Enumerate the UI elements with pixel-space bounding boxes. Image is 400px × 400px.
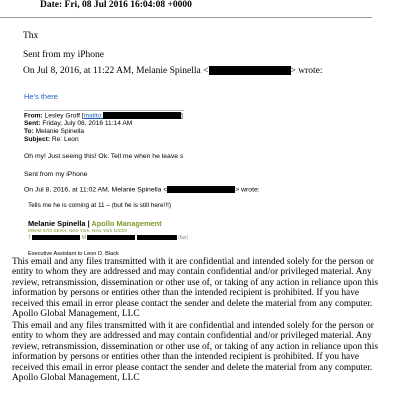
redaction-block (137, 235, 177, 240)
forward-quote-header (24, 186, 260, 193)
sig-company: Apollo Management (91, 219, 162, 228)
header-divider (0, 17, 372, 18)
to-label: To: (24, 128, 34, 135)
sent-label: Sent: (24, 120, 41, 127)
redaction-block (103, 112, 181, 119)
date-label: Date: (40, 0, 63, 10)
quote-suffix: > wrote: (290, 66, 323, 76)
quote-suffix: > wrote: (235, 186, 260, 194)
to-value: Melanie Spinella (35, 128, 84, 135)
message-body-blue: He's there (24, 92, 58, 101)
subject-label: Subject: (24, 136, 51, 143)
email-date-header (40, 0, 192, 10)
sig-phone-t: T (28, 235, 31, 241)
sig-title: Executive Assistant to Leon D. Black (28, 251, 119, 257)
from-close: ] (181, 112, 183, 120)
from-value: Lesley Groff [ (44, 112, 84, 120)
from-label: From: (24, 112, 43, 120)
redaction-block (87, 235, 135, 240)
sent-value: Friday, July 08, 2016 11:14 AM (42, 120, 133, 127)
forward-sent-line (24, 120, 132, 127)
forward-signature: Sent from my iPhone (24, 171, 88, 178)
sig-fax: (fax) (178, 235, 189, 241)
reply-line: Thx (23, 31, 39, 41)
forward-from-line (24, 112, 183, 119)
signature-block (28, 219, 162, 228)
disclaimer-paragraph: This email and any files transmitted with it are confidential and intended solely for the person or entity to whom they are addressed and may contain confidential and/or privileged material. Any review, retransmission, dissemination or other use of, or taking of any action in reliance upon this information by persons or entities other than the intended recipient is prohibited. If you have received this email in error please contact the sender and delete the material from any computer. Apollo Global Management, LLC (12, 257, 378, 320)
quote-prefix: On Jul 8, 2016, at 11:02 AM, Melanie Spinella < (24, 186, 168, 194)
forward-subject-line (24, 136, 79, 143)
quote-prefix: On Jul 8, 2016, at 11:22 AM, Melanie Spinella < (23, 66, 209, 76)
sig-separator: | (85, 219, 92, 228)
sig-phones (28, 235, 188, 241)
subject-value: Re: Leon (51, 136, 79, 143)
reply-signature: Sent from my iPhone (23, 50, 105, 60)
forward-body: Oh my! Just seeing this! Ok. Tell me when he leave s (24, 153, 184, 160)
original-body: Tells me he is coming at 11 – (but he is still here!!!) (28, 202, 172, 209)
redaction-block (167, 186, 235, 193)
disclaimer-paragraph: This email and any files transmitted with it are confidential and intended solely for the person or entity to whom they are addressed and may contain confidential and/or privileged material. Any review, retransmission, dissemination or other use of, or taking of any action in reliance upon this information by persons or entities other than the intended recipient is prohibited. If you have received this email in error please contact the sender and delete the material from any computer. Apollo Global Management, LLC (12, 321, 378, 384)
forward-to-line (24, 128, 84, 135)
redaction-block (209, 66, 291, 75)
forward-divider (24, 110, 184, 111)
sig-address: 9West 57th Street, New York, New York 10019 (28, 229, 127, 234)
mailto-link[interactable]: mailto: (83, 112, 104, 120)
date-value: Fri, 08 Jul 2016 16:04:08 +0000 (64, 0, 192, 10)
reply-quote-header (23, 66, 323, 76)
redaction-block (32, 235, 80, 240)
sig-phone-m: M (81, 235, 86, 241)
sig-name: Melanie Spinella (28, 219, 86, 228)
